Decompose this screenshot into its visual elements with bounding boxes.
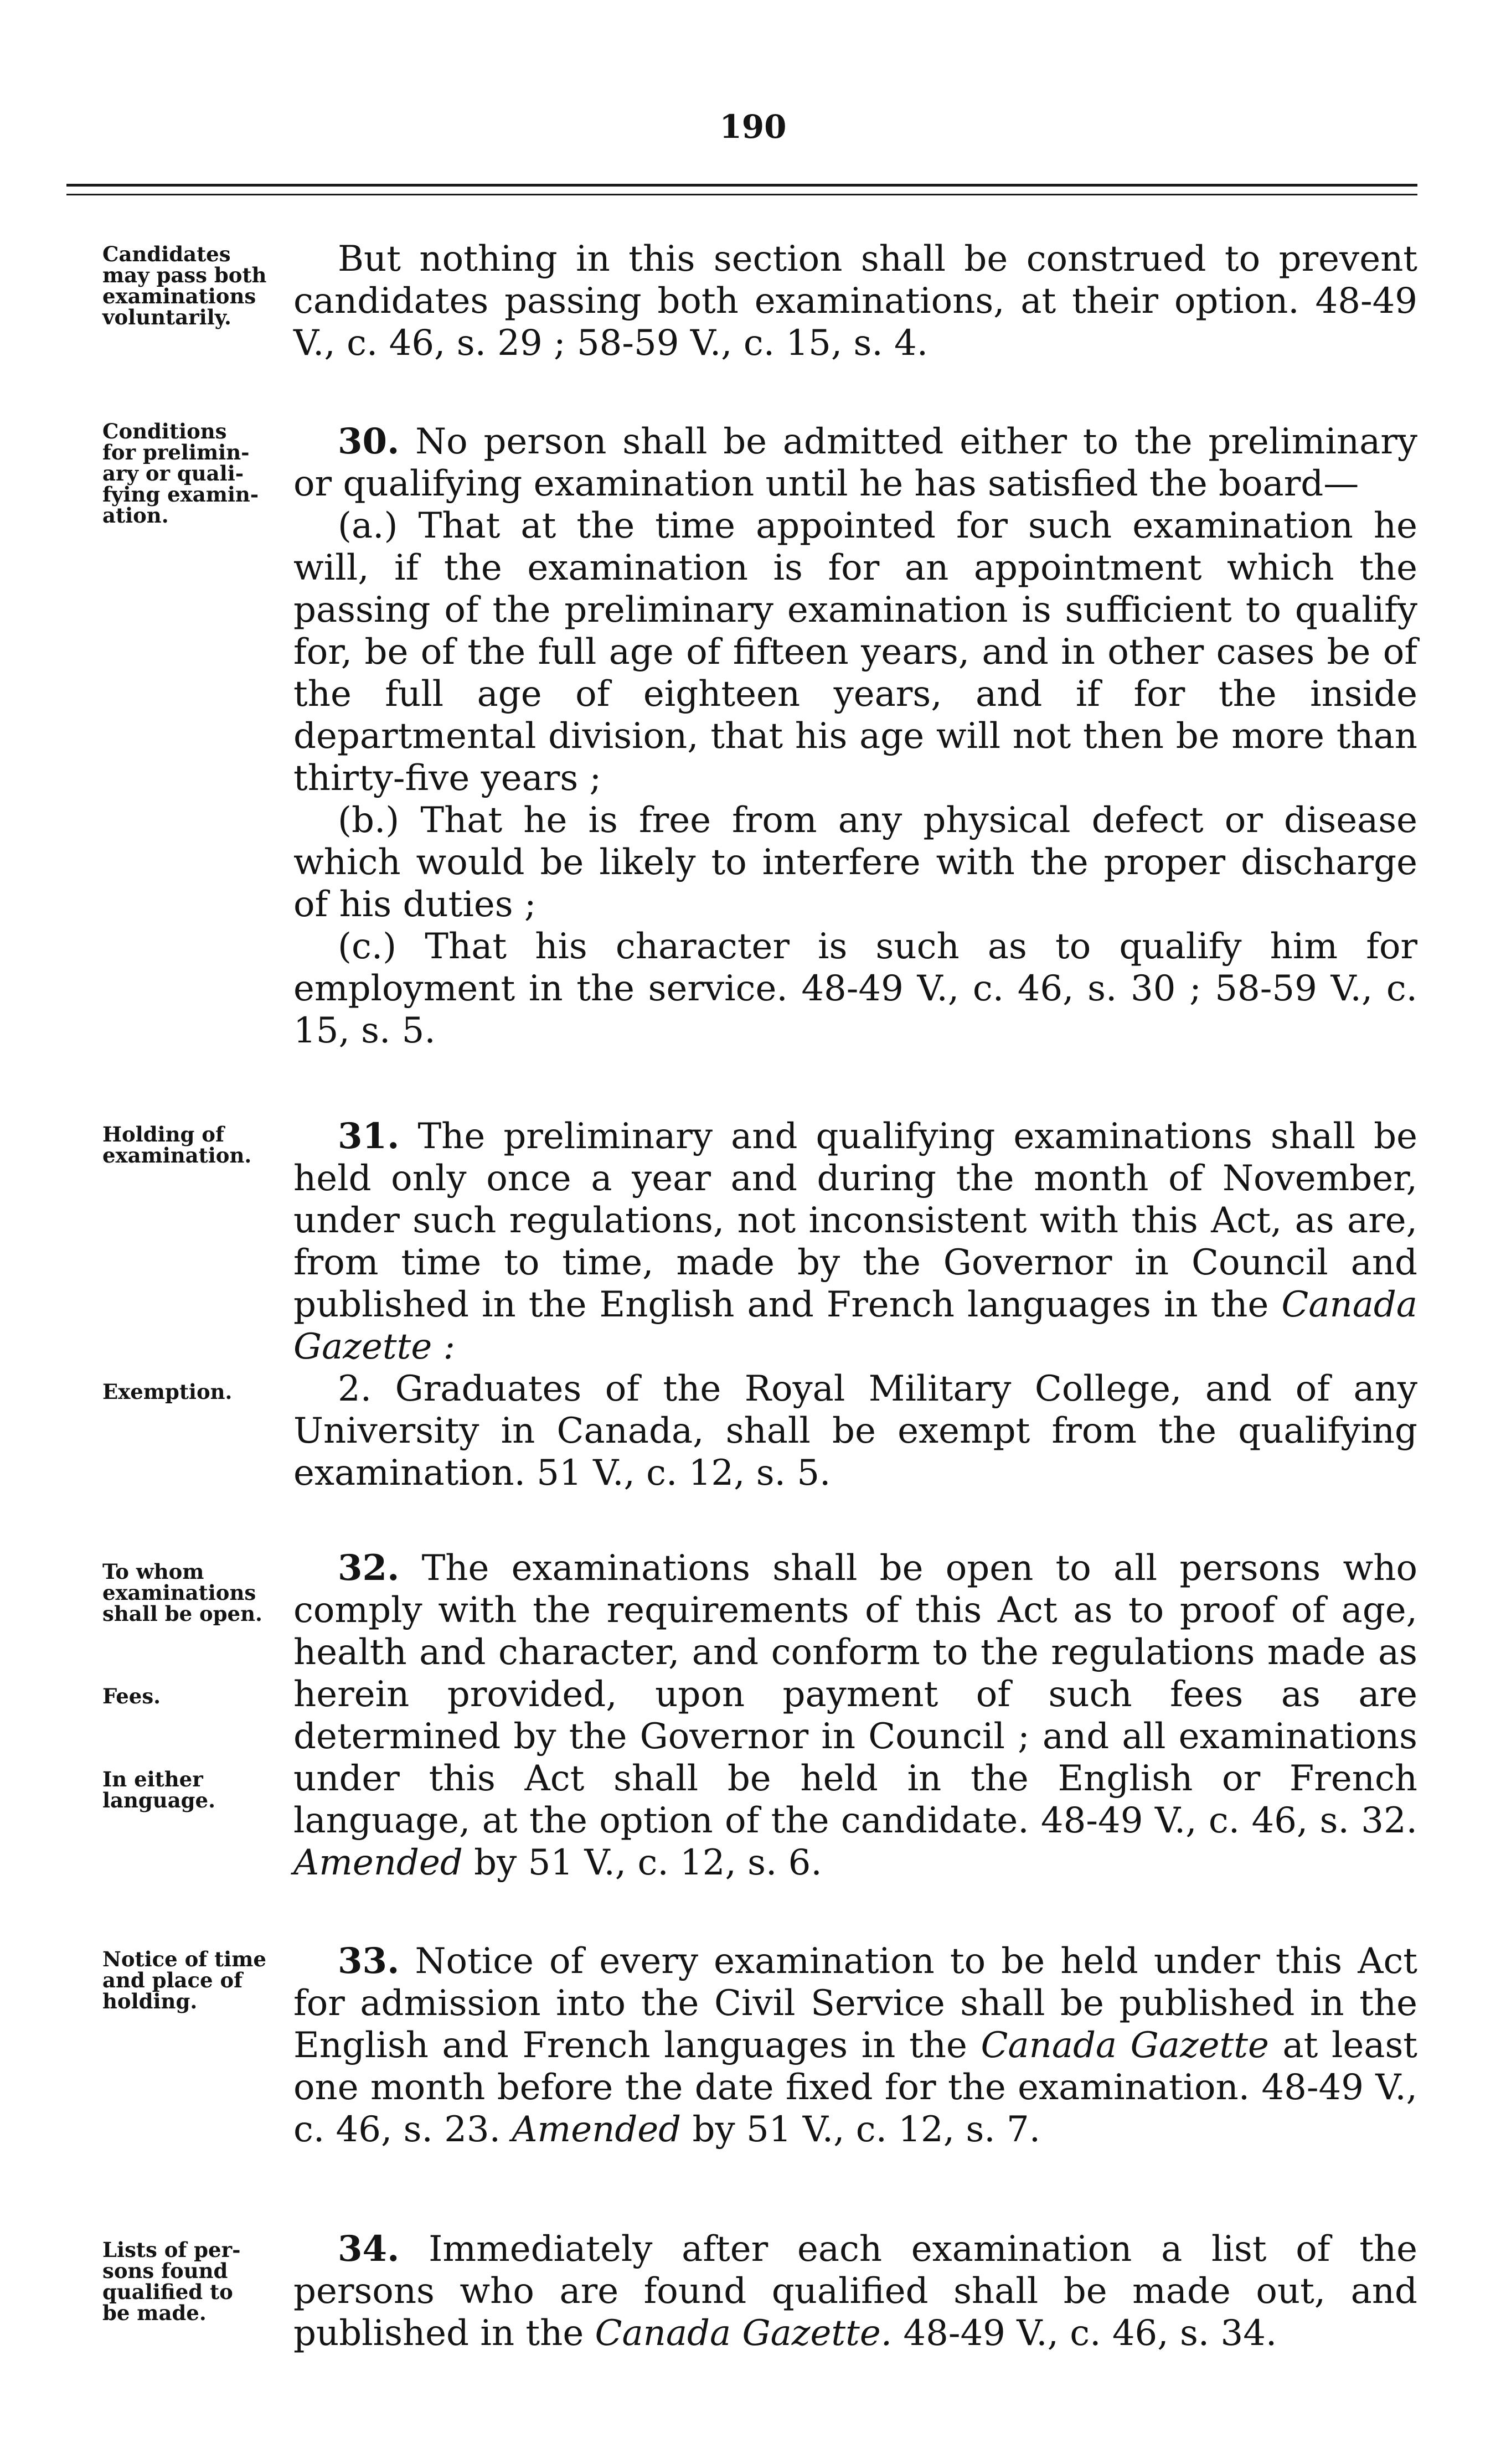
- margin-note-notice: Notice of time and place of holding.: [102, 1947, 266, 2013]
- section-31-gazette: Canada Gazette :: [293, 1284, 1418, 1367]
- section-33-body-2: at least one month before the date fixed for the examination. 48-49 V., c. 46, s. 23.: [293, 2025, 1418, 2150]
- section-32-tail: by 51 V., c. 12, s. 6.: [474, 1842, 822, 1883]
- section-30-intro: [293, 421, 1417, 505]
- margin-note-to-whom: To whom examinations shall be open.: [102, 1559, 262, 1626]
- margin-note-candidates: Candidates may pass both examinations voluntarily.: [102, 242, 267, 329]
- section-33-amended: Amended: [512, 2109, 682, 2150]
- section-33: [293, 1940, 1417, 2151]
- section-34-gazette: Canada Gazette.: [595, 2313, 893, 2354]
- section-33-tail: by 51 V., c. 12, s. 7.: [692, 2109, 1041, 2150]
- margin-note-conditions: Conditions for prelimin- ary or quali- fying examin- ation.: [102, 419, 259, 528]
- section-34-text: [293, 2228, 1417, 2354]
- section-34-tail: 48-49 V., c. 46, s. 34.: [903, 2313, 1277, 2354]
- header-rule-top: [66, 184, 1417, 187]
- section-32: [293, 1547, 1417, 1884]
- section-30-clause-b: (b.) That he is free from any physical defect or disease which would be likely to interfere with the proper discharge of his duties ;: [293, 800, 1417, 925]
- section-33-text: [293, 1940, 1417, 2151]
- section-34: [293, 2228, 1417, 2354]
- section-32-text: [293, 1547, 1417, 1884]
- section-30-clause-c: (c.) That his character is such as to qualify him for employment in the service. 48-49 V., c. 46, s. 30 ; 58-59 V., c. 15, s. 5.: [293, 926, 1417, 1051]
- margin-note-exemption: Exemption.: [102, 1380, 233, 1404]
- section-30-number: 30.: [338, 421, 400, 462]
- page-number: 190: [719, 108, 787, 146]
- section-34-body: Immediately after each examination a list of the persons who are found qualified shall be made out, and published in the: [293, 2229, 1418, 2354]
- section-32-number: 32.: [338, 1547, 400, 1589]
- section-30-clause-a: (a.) That at the time appointed for such examination he will, if the examination is for an appointment which the passing of the preliminary examination is sufficient to qualify for, be of the full age of fifteen years, and in other cases be of the full age of eighteen years, and if for the inside departmental division, that his age will not then be more than thirty-five years ;: [293, 505, 1417, 799]
- section-33-number: 33.: [338, 1940, 400, 1982]
- margin-note-holding: Holding of examination.: [102, 1122, 252, 1168]
- section-30-intro-text: No person shall be admitted either to the preliminary or qualifying examination until he has satisfied the board—: [293, 421, 1418, 504]
- margin-note-fees: Fees.: [102, 1684, 161, 1708]
- section-32-amended: Amended: [293, 1842, 463, 1883]
- section-31-subsection-2: 2. Graduates of the Royal Military College, and of any University in Canada, shall be exempt from the qualifying examination. 51 V., c. 12, s. 5.: [293, 1368, 1417, 1494]
- section-30: [293, 421, 1417, 1052]
- section-34-number: 34.: [338, 2228, 400, 2270]
- section-29-text: But nothing in this section shall be construed to prevent candidates passing both examinations, at their option. 48-49 V., c. 46, s. 29 ; 58-59 V., c. 15, s. 4.: [293, 239, 1417, 364]
- section-29-tail: [293, 238, 1417, 364]
- margin-note-lists: Lists of per- sons found qualified to be made.: [102, 2238, 241, 2325]
- section-33-gazette: Canada Gazette: [981, 2025, 1269, 2066]
- section-31: [293, 1115, 1417, 1494]
- section-31-number: 31.: [338, 1115, 400, 1157]
- section-33-body: Notice of every examination to be held under this Act for admission into the Civil Service shall be published in the English and French languages in the: [293, 1941, 1418, 2066]
- section-31-text: [293, 1115, 1417, 1368]
- margin-note-either-language: In either language.: [102, 1767, 215, 1812]
- section-32-body: The examinations shall be open to all persons who comply with the requirements of this Act as to proof of age, health and character, and conform to the regulations made as herein provided, upon payment of such fees as are determined by the Governor in Council ; and all examinations under this Act shall be held in the English or French language, at the option of the candidate. 48-49 V., c. 46, s. 32.: [293, 1548, 1418, 1841]
- section-31-body: The preliminary and qualifying examinations shall be held only once a year and during the month of November, under such regulations, not inconsistent with this Act, as are, from time to time, made by the Governor in Council and published in the English and French languages in the: [293, 1116, 1417, 1325]
- header-rule-bottom: [66, 194, 1417, 195]
